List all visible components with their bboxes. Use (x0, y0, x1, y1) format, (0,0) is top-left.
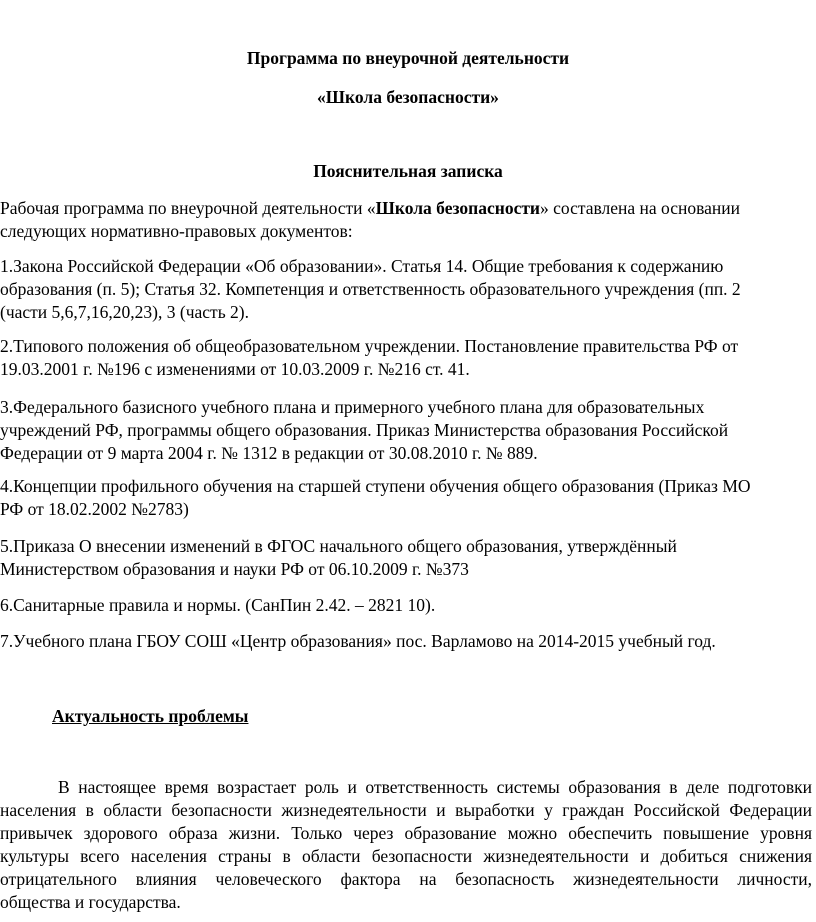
list-item-line: 1.Закона Российской Федерации «Об образовании». Статья 14. Общие требования к содержанию (0, 256, 724, 276)
program-name: «Школа безопасности» (317, 87, 499, 107)
intro-line-1 (0, 197, 812, 220)
list-item-line: учреждений РФ, программы общего образования. Приказ Министерства образования Российской (0, 420, 729, 440)
document-list-item-3 (0, 396, 812, 465)
list-item-line: 5.Приказа О внесении изменений в ФГОС начального общего образования, утверждённый (0, 536, 677, 556)
intro-text-post: » составлена на основании (540, 198, 741, 218)
document-list-item-6 (0, 594, 812, 617)
explanatory-note-heading: Пояснительная записка (313, 161, 503, 181)
list-item-line: 19.03.2001 г. №196 с изменениями от 10.03.2009 г. №216 ст. 41. (0, 359, 470, 379)
intro-line-2: следующих нормативно-правовых документов: (0, 221, 353, 241)
body-line: культуры всего населения страны в области безопасности жизнедеятельности и добиться снижения (0, 846, 812, 866)
document-list-item-1 (0, 255, 812, 324)
list-item-line: 4.Концепции профильного обучения на старшей ступени обучения общего образования (Приказ МО (0, 476, 751, 496)
body-line: отрицательного влияния человеческого фактора на безопасность жизнедеятельности личности, (0, 869, 812, 889)
list-item-line: 2.Типового положения об общеобразовательном учреждении. Постановление правительства РФ от (0, 336, 739, 356)
body-line: В настоящее время возрастает роль и ответственность системы образования в деле подготовки (58, 777, 812, 797)
list-item-line: Федерации от 9 марта 2004 г. № 1312 в редакции от 30.08.2010 г. № 889. (0, 443, 538, 463)
list-item-line: 6.Санитарные правила и нормы. (СанПин 2.42. – 2821 10). (0, 595, 436, 615)
intro-text-pre: Рабочая программа по внеурочной деятельности « (0, 198, 376, 218)
document-list-item-7 (0, 630, 812, 653)
list-item-line: образования (п. 5); Статья 32. Компетенция и ответственность образовательного учреждения (пп. 2 (0, 279, 741, 299)
list-item-line: 7.Учебного плана ГБОУ СОШ «Центр образования» пос. Варламово на 2014-2015 учебный год. (0, 631, 716, 651)
program-title: Программа по внеурочной деятельности (246, 48, 570, 68)
document-list-item-5 (0, 535, 812, 581)
body-line: населения в области безопасности жизнедеятельности и выработки у граждан Российской Федерации (0, 800, 812, 820)
document-list-item-2 (0, 335, 812, 381)
document-list-item-4 (0, 475, 812, 521)
list-item-line: РФ от 18.02.2002 №2783) (0, 499, 189, 519)
list-item-line: 3.Федерального базисного учебного плана и примерного учебного плана для образовательных (0, 397, 705, 417)
intro-program-name: Школа безопасности (375, 198, 541, 218)
list-item-line: Министерством образования и науки РФ от 06.10.2009 г. №373 (0, 559, 469, 579)
body-line: привычек здорового образа жизни. Только через образование можно обеспечить повышение уровня (0, 823, 812, 843)
relevance-heading: Актуальность проблемы (52, 706, 249, 726)
relevance-paragraph (0, 776, 812, 914)
body-line: общества и государства. (0, 892, 181, 912)
list-item-line: (части 5,6,7,16,20,23), 3 (часть 2). (0, 302, 249, 322)
intro-paragraph (0, 197, 812, 243)
